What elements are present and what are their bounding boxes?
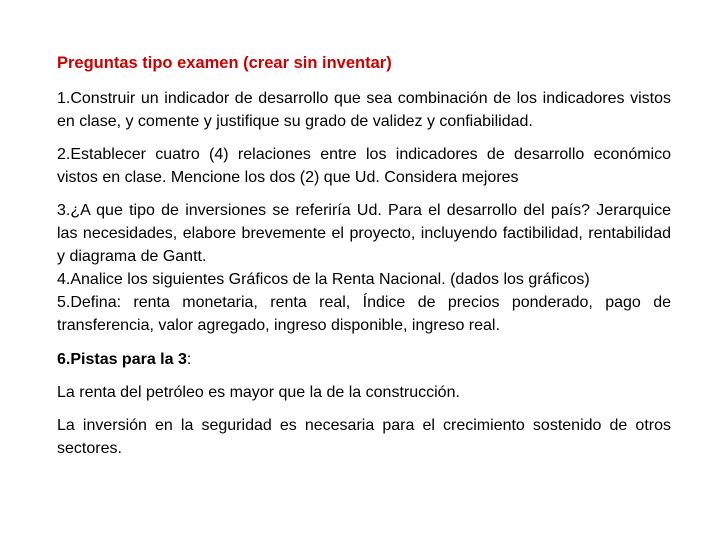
- question-1: 1.Construir un indicador de desarrollo que sea combinación de los indicadores vistos en clase, y comente y justifique su grado de validez y confiabilidad.: [57, 90, 671, 130]
- hints-heading-colon: :: [186, 351, 192, 368]
- question-5: 5.Defina: renta monetaria, renta real, Índice de precios ponderado, pago de transferencia, valor agregado, ingreso disponible, ingreso real.: [57, 294, 671, 334]
- hints-heading-line: [57, 348, 671, 371]
- document-body: [57, 52, 671, 470]
- question-4: 4.Analice los siguientes Gráficos de la Renta Nacional. (dados los gráficos): [57, 271, 590, 288]
- question-3: 3.¿A que tipo de inversiones se referiría Ud. Para el desarrollo del país? Jerarquice las necesidades, elabore brevemente el proyecto, incluyendo factibilidad, rentabilidad y diagrama de Gantt.: [57, 202, 671, 265]
- hints-heading: 6.Pistas para la 3: [57, 351, 187, 368]
- hint-1: La renta del petróleo es mayor que la de la construcción.: [57, 384, 460, 401]
- hint-2: La inversión en la seguridad es necesaria para el crecimiento sostenido de otros sectores.: [57, 417, 671, 457]
- page-title: Preguntas tipo examen (crear sin inventar): [57, 54, 392, 72]
- question-2: 2.Establecer cuatro (4) relaciones entre los indicadores de desarrollo económico vistos en clase. Mencione los dos (2) que Ud. Considera mejores: [57, 146, 671, 186]
